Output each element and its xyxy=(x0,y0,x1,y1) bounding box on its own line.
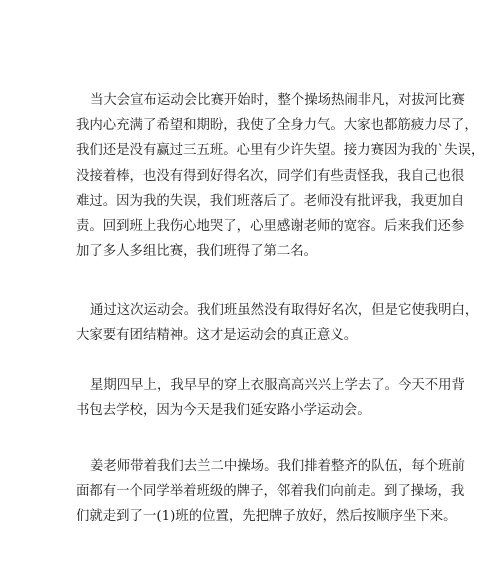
text-line: 责。回到班上我伤心地哭了，心里感谢老师的宽容。后来我们还参 xyxy=(76,219,465,235)
text-line: 们就走到了一(1)班的位置，先把牌子放好，然后按顺序坐下来。 xyxy=(76,509,457,525)
text-line: 当大会宣布运动会比赛开始时，整个操场热闹非凡，对拔河比赛 xyxy=(90,93,465,108)
text-line: 难过。因为我的失误，我们班落后了。老师没有批评我，我更加自 xyxy=(76,193,465,209)
text-line: 星期四早上，我早早的穿上衣服高高兴兴上学去了。今天不用背 xyxy=(90,378,465,393)
text-line: 姜老师带着我们去兰二中操场。我们排着整齐的队伍，每个班前 xyxy=(90,459,465,474)
text-line: 我们还是没有赢过三五班。心里有少许失望。接力赛因为我的`失误， xyxy=(76,143,485,159)
text-line: 加了多人多组比赛，我们班得了第二名。 xyxy=(76,244,318,260)
paragraph-1 xyxy=(76,88,485,264)
text-line: 我内心充满了希望和期盼，我使了全身力气。大家也都筋疲力尽了， xyxy=(76,118,478,134)
paragraph-4 xyxy=(76,454,465,530)
text-line: 大家要有团结精神。这才是运动会的真正意义。 xyxy=(76,328,358,344)
text-line: 通过这次运动会。我们班虽然没有取得好名次，但是它使我明白， xyxy=(90,303,479,318)
text-line: 书包去学校，因为今天是我们延安路小学运动会。 xyxy=(76,403,371,419)
text-line: 面都有一个同学举着班级的牌子，邻着我们向前走。到了操场，我 xyxy=(76,484,465,500)
text-line: 没接着棒，也没有得到好得名次，同学们有些责怪我，我自己也很 xyxy=(76,168,465,184)
paragraph-3 xyxy=(76,373,465,423)
paragraph-2 xyxy=(76,298,479,348)
